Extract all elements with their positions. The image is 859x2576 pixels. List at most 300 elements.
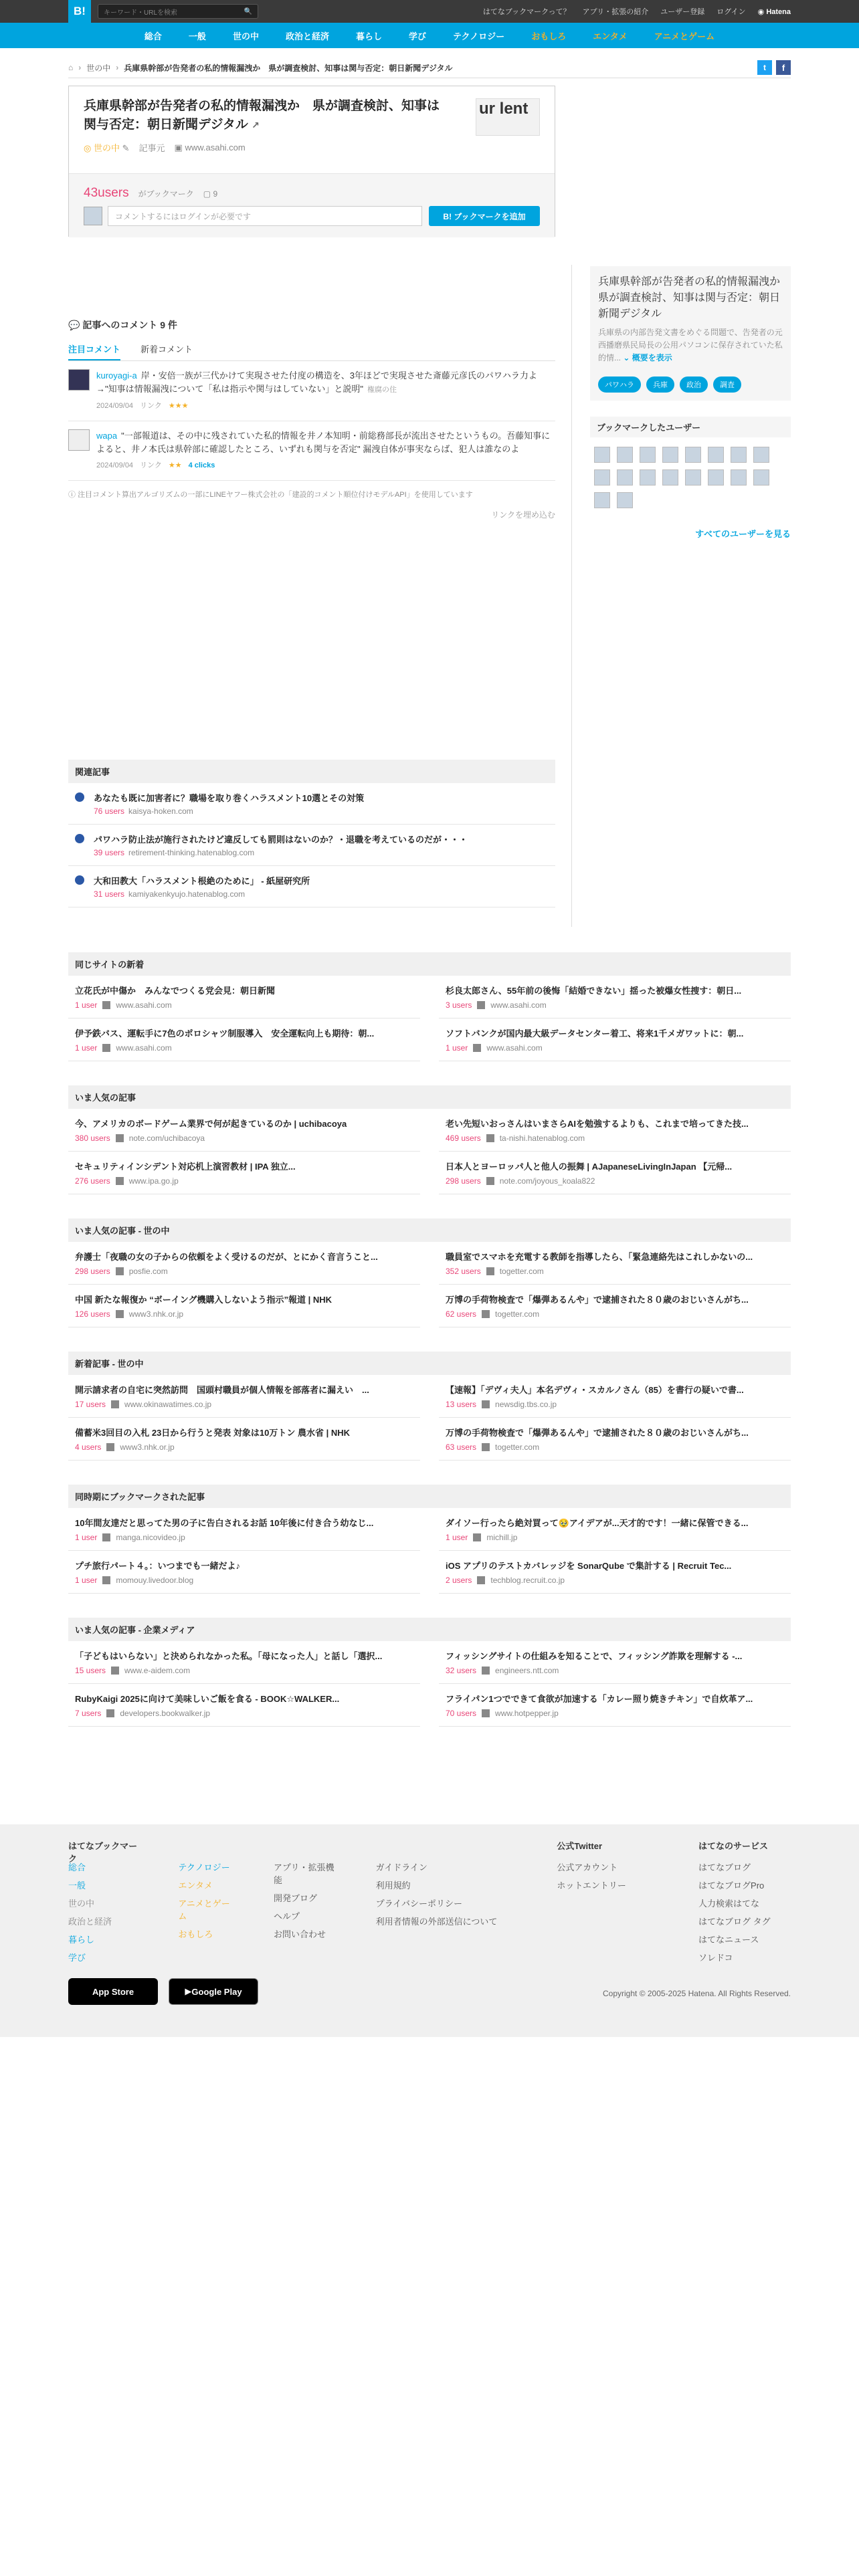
entry-item[interactable] [68,1109,420,1152]
entry-item-title[interactable]: 万博の手荷物検査で「爆弾あるんや」で逮捕された８０歳のおじいさんがち... [446,1295,749,1305]
entry-item-users[interactable]: 4 users [75,1442,102,1452]
category-nav [0,23,859,48]
entry-grid [68,1375,791,1461]
avatar[interactable] [68,369,90,391]
section-heading: 同時期にブックマークされた記事 [68,1485,791,1508]
hatena-logo[interactable] [758,7,791,16]
entry-item-title[interactable]: 老い先短いおっさんはいまさらAIを勉強するよりも、これまで培ってきた技... [446,1119,749,1129]
star-rating[interactable]: ★★ [168,461,182,469]
chevron-down-icon: ⌄ [623,353,632,362]
tag-item[interactable]: パワハラ [598,377,641,393]
comment-link[interactable]: リンク [140,461,162,469]
entry-section [68,1085,791,1194]
entry-item-meta [446,1134,784,1143]
related-meta [94,848,468,857]
footer-col-info [274,1839,340,1969]
entry-item-domain[interactable]: momouy.livedoor.blog [116,1576,194,1585]
entry-item-users[interactable]: 298 users [446,1176,481,1186]
related-title[interactable]: あなたも既に加害者に？職場を取り巻くハラスメント10選とその対策 [94,793,365,803]
nav-item[interactable]: 世の中 [232,31,259,41]
entry-meta [84,141,540,154]
footer-link[interactable]: アプリ・拡張機能 [274,1862,335,1885]
comment-tag[interactable]: 権腐の住 [367,386,397,394]
search-input[interactable] [98,4,258,19]
entry-item-meta [446,1043,784,1053]
facebook-share-icon[interactable]: f [776,60,791,75]
entry-item-title[interactable]: 【速報】「デヴィ夫人」本名デヴィ・スカルノさん（85）を書行の疑いで書... [446,1385,744,1395]
comment-item [68,361,555,421]
entry-item-meta [75,1400,413,1409]
entry-item[interactable] [68,1508,420,1551]
entry-item-users[interactable]: 1 user [75,1043,98,1053]
entry-item-domain[interactable]: ta-nishi.hatenablog.com [499,1134,585,1143]
entry-item-users[interactable]: 1 user [75,1000,98,1010]
embed-link[interactable]: リンクを埋め込む [491,510,555,520]
category-icon: ◎ [84,143,94,153]
user-avatar[interactable] [753,447,769,463]
entry-item[interactable] [439,1285,791,1327]
entry-item-meta [446,1267,784,1276]
related-users[interactable]: 39 users [94,848,125,857]
user-avatar[interactable] [731,469,747,486]
entry-item-title[interactable]: 開示請求者の自宅に突然訪問 国頭村職員が個人情報を部落者に漏えい ... [75,1385,369,1395]
nav-item[interactable]: 政治と経済 [285,31,329,41]
entry-item-users[interactable]: 63 users [446,1442,477,1452]
entry-item-meta [446,1309,784,1319]
twitter-share-icon[interactable]: t [757,60,772,75]
entry-item-title[interactable]: フィッシングサイトの仕組みを知ることで、フィッシング詐欺を理解する -... [446,1651,743,1661]
footer-link[interactable]: 暮らし [68,1935,95,1945]
related-domain[interactable]: kaisya-hoken.com [128,807,193,816]
related-domain[interactable]: kamiyakenkyujo.hatenablog.com [128,889,246,899]
site-favicon-icon [477,1001,485,1009]
entry-item-domain[interactable]: michill.jp [486,1533,518,1542]
site-favicon-icon [482,1667,490,1675]
entry-item[interactable] [439,1242,791,1285]
entry-item-domain[interactable]: togetter.com [499,1267,544,1276]
section-heading: いま人気の記事 - 企業メディア [68,1618,791,1641]
entry-grid [68,1109,791,1194]
entry-item-domain[interactable]: note.com/uchibacoya [128,1134,205,1143]
entry-item-title[interactable]: フライパン1つでできて食欲が加速する「カレー照り焼きチキン」で自炊革ア... [446,1694,753,1704]
related-heading: 関連記事 [68,760,555,783]
entry-item-domain[interactable]: newsdig.tbs.co.jp [495,1400,557,1409]
footer-link[interactable]: 人力検索はてな [698,1899,760,1909]
footer-link[interactable]: ヘルプ [274,1911,300,1921]
comment-username[interactable]: wapa [96,431,118,441]
hatebu-logo[interactable]: B! [68,0,91,23]
entry-title-text[interactable]: 兵庫県幹部が告発者の私的情報漏洩か 県が調査検討、知事は関与否定：朝日新聞デジタル [84,99,440,132]
entry-item-users[interactable]: 126 users [75,1309,110,1319]
footer-link[interactable]: エンタメ [178,1881,213,1891]
related-users[interactable]: 31 users [94,889,125,899]
entry-item-title[interactable]: 職員室でスマホを充電する教師を指導したら、「緊急連絡先はこれしかないの... [446,1252,753,1262]
entry-item-title[interactable]: 備蓄米3回目の入札 23日から行うと発表 対象は10万トン 農水省 | NHK [75,1428,351,1438]
nav-item[interactable]: 学び [408,31,426,41]
add-bookmark-button[interactable]: B! ブックマークを追加 [429,206,540,226]
related-body [94,874,310,899]
entry-item-users[interactable]: 70 users [446,1709,477,1718]
entry-item-users[interactable]: 32 users [446,1666,477,1675]
entry-item[interactable] [439,1418,791,1461]
show-summary-link[interactable] [623,353,672,362]
comment-icon: 💬 [68,320,83,330]
breadcrumb-category[interactable]: 世の中 [86,63,111,73]
link-login[interactable]: ログイン [717,8,746,16]
footer-link[interactable]: アニメとゲーム [178,1899,230,1921]
user-avatar[interactable] [662,469,678,486]
footer-services-title: はてなのサービス [698,1841,769,1851]
entry-item-title[interactable]: 今、アメリカのボードゲーム業界で何が起きているのか | uchibacoya [75,1119,347,1129]
entry-item-title[interactable]: 万博の手荷物検査で「爆弾あるんや」で逮捕された８０歳のおじいさんがち... [446,1428,749,1438]
entry-item[interactable] [439,1375,791,1418]
comment-text-line [96,369,555,397]
entry-item-title[interactable]: セキュリティインシデント対応机上演習教材 | IPA 独立... [75,1162,296,1172]
entry-item-domain[interactable]: www.asahi.com [116,1000,172,1010]
user-avatar[interactable] [617,469,633,486]
entry-item[interactable] [439,1684,791,1727]
footer-link[interactable]: お問い合わせ [274,1929,326,1939]
entry-item-title[interactable]: 弁護士「夜職の女の子からの依頼をよく受けるのだが、とにかく音言うこと... [75,1252,378,1262]
site-favicon-icon [116,1267,124,1275]
column-divider [571,265,572,927]
related-domain[interactable]: retirement-thinking.hatenablog.com [128,848,255,857]
footer-link[interactable]: プライバシーポリシー [375,1899,462,1909]
entry-item-users[interactable]: 3 users [446,1000,472,1010]
entry-item-meta [75,1176,413,1186]
site-favicon-icon [75,792,84,802]
user-avatar[interactable] [617,492,633,508]
entry-item-meta [75,1533,413,1542]
entry-item-users[interactable]: 7 users [75,1709,102,1718]
home-icon[interactable]: ⌂ [68,63,74,72]
entry-item[interactable] [439,1152,791,1194]
entry-item-meta [75,1309,413,1319]
footer-link[interactable]: 開発ブログ [274,1893,318,1903]
footer-link[interactable]: はてなブログPro [698,1881,765,1891]
comments-heading [68,318,555,332]
entry-item[interactable] [68,1285,420,1327]
entry-item-meta [75,1134,413,1143]
entry-item[interactable] [68,1242,420,1285]
entry-item-users[interactable]: 17 users [75,1400,106,1409]
user-avatar[interactable] [594,469,610,486]
footer-col-categories-2 [178,1839,237,1969]
nav-item[interactable]: おもしろ [531,31,567,41]
entry-item-title[interactable]: 10年間友達だと思ってた男の子に告白されるお話 10年後に付き合う幼なじ... [75,1518,374,1528]
nav-item[interactable]: エンタメ [593,31,628,41]
site-favicon-icon [473,1044,481,1052]
site-favicon-icon [486,1177,494,1185]
see-all-users-link[interactable]: すべてのユーザーを見る [695,529,791,539]
entry-item-title[interactable]: プチ旅行パート４。：いつまでも一緒だよ♪ [75,1561,241,1571]
comment-body [96,369,555,413]
footer-col-policy [376,1839,521,1969]
comment-tabs [68,342,555,361]
hatena-icon: ◉ [757,7,767,16]
entry-item-users[interactable]: 469 users [446,1134,481,1143]
user-avatar[interactable] [662,447,678,463]
site-favicon-icon [102,1001,110,1009]
site-favicon-icon [75,875,84,885]
entry-item-meta [446,1666,784,1675]
entry-item-domain[interactable]: posfie.com [128,1267,168,1276]
user-avatar[interactable] [594,447,610,463]
user-avatar[interactable] [617,447,633,463]
copyright: Copyright © 2005-2025 Hatena. All Rights Reserved. [603,1989,791,1998]
edit-icon[interactable]: ✎ [122,143,130,153]
entry-grid [68,976,791,1061]
entry-domain[interactable] [175,142,246,153]
user-avatar[interactable] [708,447,724,463]
entry-item-title[interactable]: 伊予鉄バス、運転手に7色のポロシャツ制服導入 安全運転向上も期待：朝... [75,1029,375,1039]
nav-item[interactable]: 暮らし [355,31,382,41]
entry-item-users[interactable]: 13 users [446,1400,477,1409]
link-signup[interactable]: ユーザー登録 [660,8,705,16]
entry-thumbnail[interactable]: ur lent [476,98,540,136]
entry-item-title[interactable]: 中国 新たな報復か “ボーイング機購入しないよう指示”報道 | NHK [75,1295,332,1305]
entry-item[interactable] [68,976,420,1018]
entry-item-users[interactable]: 1 user [75,1576,98,1585]
related-users[interactable]: 76 users [94,807,125,816]
entry-item[interactable] [68,1684,420,1727]
bookmark-users-heading: ブックマークしたユーザー [590,417,791,437]
nav-item[interactable]: アニメとゲーム [654,31,715,41]
entry-item[interactable] [68,1152,420,1194]
tab-new-comments[interactable]: 新着コメント [140,344,193,354]
footer-link[interactable]: 総合 [68,1862,86,1872]
summary-text [598,326,783,364]
entry-section [68,952,791,1061]
footer-link[interactable]: はてなニュース [698,1935,759,1945]
entry-item-meta [75,1000,413,1010]
entry-item-meta [446,1709,784,1718]
entry-item-users[interactable]: 276 users [75,1176,110,1186]
entry-item-users[interactable]: 1 user [75,1533,98,1542]
nav-item[interactable]: テクノロジー [453,31,505,41]
footer-link[interactable]: 学び [68,1953,86,1963]
entry-item-domain[interactable]: togetter.com [495,1442,540,1452]
entry-kind: 記事元 [138,143,165,153]
entry-item-domain[interactable]: note.com/joyous_koala822 [499,1176,595,1186]
entry-item[interactable] [439,1018,791,1061]
entry-item-title[interactable]: ダイソー行ったら絶対買って🥹アイデアが...天才的です！一緒に保管できる... [446,1518,749,1528]
google-play-button[interactable] [169,1978,258,2005]
site-favicon-icon [116,1134,124,1142]
nav-item[interactable]: 総合 [144,31,162,41]
site-favicon-icon [477,1576,485,1584]
entry-item[interactable] [68,1018,420,1061]
search-icon[interactable]: 🔍 [244,7,252,15]
entry-item[interactable] [439,1508,791,1551]
footer-link[interactable]: ガイドライン [375,1862,427,1872]
bookmark-label: がブックマーク [138,189,194,199]
tag-item[interactable]: 政治 [680,377,708,393]
related-body [94,791,364,816]
related-title[interactable]: パワハラ防止法が施行されたけど違反しても罰則はないのか？・退職を考えているのだが・・・ [94,835,468,845]
info-icon: ⓘ [68,491,78,499]
user-avatar[interactable] [685,469,701,486]
algorithm-note [68,489,555,500]
entry-item-domain[interactable]: www.ipa.go.jp [128,1176,179,1186]
footer-link[interactable]: ソレドコ [698,1953,733,1963]
site-favicon-icon [486,1134,494,1142]
entry-item[interactable] [439,1109,791,1152]
bookmark-users-count[interactable]: 43users [84,186,129,200]
entry-item-users[interactable]: 1 user [446,1533,468,1542]
user-avatar[interactable] [640,469,656,486]
entry-item-users[interactable]: 352 users [446,1267,481,1276]
entry-section [68,1352,791,1461]
bookmark-user-avatars [590,447,791,508]
entry-item[interactable] [439,1551,791,1594]
entry-item-users[interactable]: 1 user [446,1043,468,1053]
user-avatar[interactable] [594,492,610,508]
entry-item[interactable] [68,1375,420,1418]
footer-link[interactable]: 世の中 [68,1899,95,1909]
app-store-button[interactable] [68,1978,158,2005]
entry-card [68,86,555,237]
entry-item-domain[interactable]: www.e-aidem.com [124,1666,191,1675]
entry-item-domain[interactable]: techblog.recruit.co.jp [490,1576,565,1585]
entry-item-title[interactable]: RubyKaigi 2025に向けて美味しいご飯を食る - BOOK☆WALKER... [75,1694,340,1704]
site-favicon-icon [482,1709,490,1717]
footer-link[interactable]: テクノロジー [178,1862,230,1872]
related-item[interactable] [68,866,555,907]
domain-icon: ▣ [174,142,185,152]
entry-item-title[interactable]: 立花氏が中傷か みんなでつくる党会見：朝日新聞 [75,986,276,996]
entry-item[interactable] [68,1418,420,1461]
entry-item-title[interactable]: ソフトバンクが国内最大級データセンター着工、将来1千メガワットに：朝... [446,1029,744,1039]
site-favicon-icon [102,1576,110,1584]
link-about[interactable]: はてなブックマークって？ [482,8,571,16]
entry-item[interactable] [439,1641,791,1684]
comment-date[interactable]: 2024/09/04 [96,402,134,410]
footer-link[interactable]: 一般 [68,1881,86,1891]
user-avatar[interactable] [731,447,747,463]
entry-item-meta [446,1400,784,1409]
site-favicon-icon [102,1533,110,1541]
entry-item-title[interactable]: 「子どもはいらない」と決められなかった私。「母になった人」と話し「選択... [75,1651,383,1661]
entry-item-domain[interactable]: www.okinawatimes.co.jp [124,1400,212,1409]
comment-username[interactable]: kuroyagi-a [96,370,137,381]
entry-item-users[interactable]: 15 users [75,1666,106,1675]
entry-section [68,1218,791,1327]
tag-item[interactable]: 調査 [713,377,741,393]
entry-item-domain[interactable]: www.asahi.com [486,1043,543,1053]
user-avatar[interactable] [753,469,769,486]
entry-item-meta [446,1176,784,1186]
entry-grid [68,1242,791,1327]
comment-meta [96,459,555,472]
entry-item-domain[interactable]: togetter.com [495,1309,540,1319]
footer-link[interactable]: ホットエントリー [557,1881,626,1891]
show-summary-label: 概要を表示 [632,353,672,362]
entry-item-domain[interactable]: developers.bookwalker.jp [120,1709,211,1718]
footer-link[interactable]: おもしろ [178,1929,213,1939]
comment-count[interactable] [203,189,217,199]
entry-summary [590,266,791,401]
site-favicon-icon [106,1709,114,1717]
site-favicon-icon [111,1667,119,1675]
entry-grid [68,1508,791,1594]
entry-item-domain[interactable]: manga.nicovideo.jp [116,1533,185,1542]
footer-link[interactable]: 政治と経済 [68,1917,112,1927]
entry-title[interactable] [84,97,445,134]
entry-item-meta [75,1576,413,1585]
algorithm-note-text: 注目コメント算出アルゴリズムの一部にLINEヤフー株式会社の「建設的コメント順位付けモデルAPI」を使用しています [78,491,473,499]
footer-link[interactable]: 公式アカウント [557,1862,618,1872]
comment-text: "一部報道は、その中に残されていた私的情報を井ノ本知明・前総務部長が流出させたというもの。吾藤知事によると、井ノ本氏は県幹部に確認したところ、いずれも関与を否定" 漏洩自体が事実ならば、犯人は誰なのよ [96,431,551,454]
entry-item-domain[interactable]: www3.nhk.or.jp [120,1442,175,1452]
user-avatar[interactable] [685,447,701,463]
user-avatar[interactable] [708,469,724,486]
entry-category[interactable] [84,141,130,154]
entry-item-meta [446,1442,784,1452]
comments-heading-text: 記事へのコメント 9 件 [82,320,177,330]
footer-link[interactable]: 利用者情報の外部送信について [375,1917,498,1927]
entry-item-domain[interactable]: www.hotpepper.jp [495,1709,559,1718]
link-apps[interactable]: アプリ・拡張の紹介 [582,8,649,16]
footer-link[interactable]: はてなブログ [698,1862,751,1872]
tag-item[interactable]: 兵庫 [646,377,674,393]
entry-item-domain[interactable]: engineers.ntt.com [495,1666,559,1675]
related-item[interactable] [68,825,555,866]
comment-input[interactable]: コメントするにはログインが必要です [108,206,422,226]
tab-popular-comments[interactable]: 注目コメント [68,342,120,360]
site-favicon-icon [116,1310,124,1318]
entry-item-domain[interactable]: www.asahi.com [490,1000,547,1010]
comment-body [96,429,555,472]
site-favicon-icon [116,1177,124,1185]
external-link-icon[interactable]: ↗ [252,120,260,130]
google-play-label: Google Play [191,1986,242,1997]
entry-item-title[interactable]: 日本人とヨーロッパ人と他人の振舞 | AJapaneseLivingInJapan 【元帰... [446,1162,733,1172]
comment-text-line [96,429,555,456]
comment-link[interactable]: リンク [140,402,162,410]
star-rating[interactable]: ★★★ [168,402,189,410]
entry-sections [68,952,791,1751]
entry-item[interactable] [68,1551,420,1594]
entry-category-label: 世の中 [93,143,120,153]
entry-item-title[interactable]: iOS アプリのテストカバレッジを SonarQube で集計する | Recruit Tec... [446,1561,732,1571]
entry-item-title[interactable]: 杉良太郎さん、55年前の後悔「結婚できない」揺った被爆女性捜す：朝日... [446,986,742,996]
comment-icon: ▢ [203,189,213,199]
entry-item[interactable] [439,976,791,1018]
top-bar [0,0,859,23]
entry-item-meta [75,1666,413,1675]
related-title[interactable]: 大和田教大「ハラスメント根絶のために」 - 紙屋研究所 [94,876,310,886]
entry-item-domain[interactable]: www.asahi.com [116,1043,172,1053]
entry-item-users[interactable]: 380 users [75,1134,110,1143]
footer-link[interactable]: はてなブログ タグ [698,1917,771,1927]
comment-clicks[interactable]: 4 clicks [188,461,215,469]
google-play-icon: ▶ [185,1986,192,1996]
entry-item-users[interactable]: 298 users [75,1267,110,1276]
related-item[interactable] [68,783,555,825]
entry-item[interactable] [68,1641,420,1684]
footer-link[interactable]: 利用規約 [375,1881,411,1891]
entry-item-users[interactable]: 62 users [446,1309,477,1319]
comment-date[interactable]: 2024/09/04 [96,461,134,469]
entry-item-users[interactable]: 2 users [446,1576,472,1585]
avatar[interactable] [68,429,90,451]
comment-meta [96,399,555,413]
nav-item[interactable]: 一般 [188,31,206,41]
entry-item-domain[interactable]: www3.nhk.or.jp [128,1309,184,1319]
section-heading: 同じサイトの新着 [68,952,791,976]
user-avatar[interactable] [640,447,656,463]
